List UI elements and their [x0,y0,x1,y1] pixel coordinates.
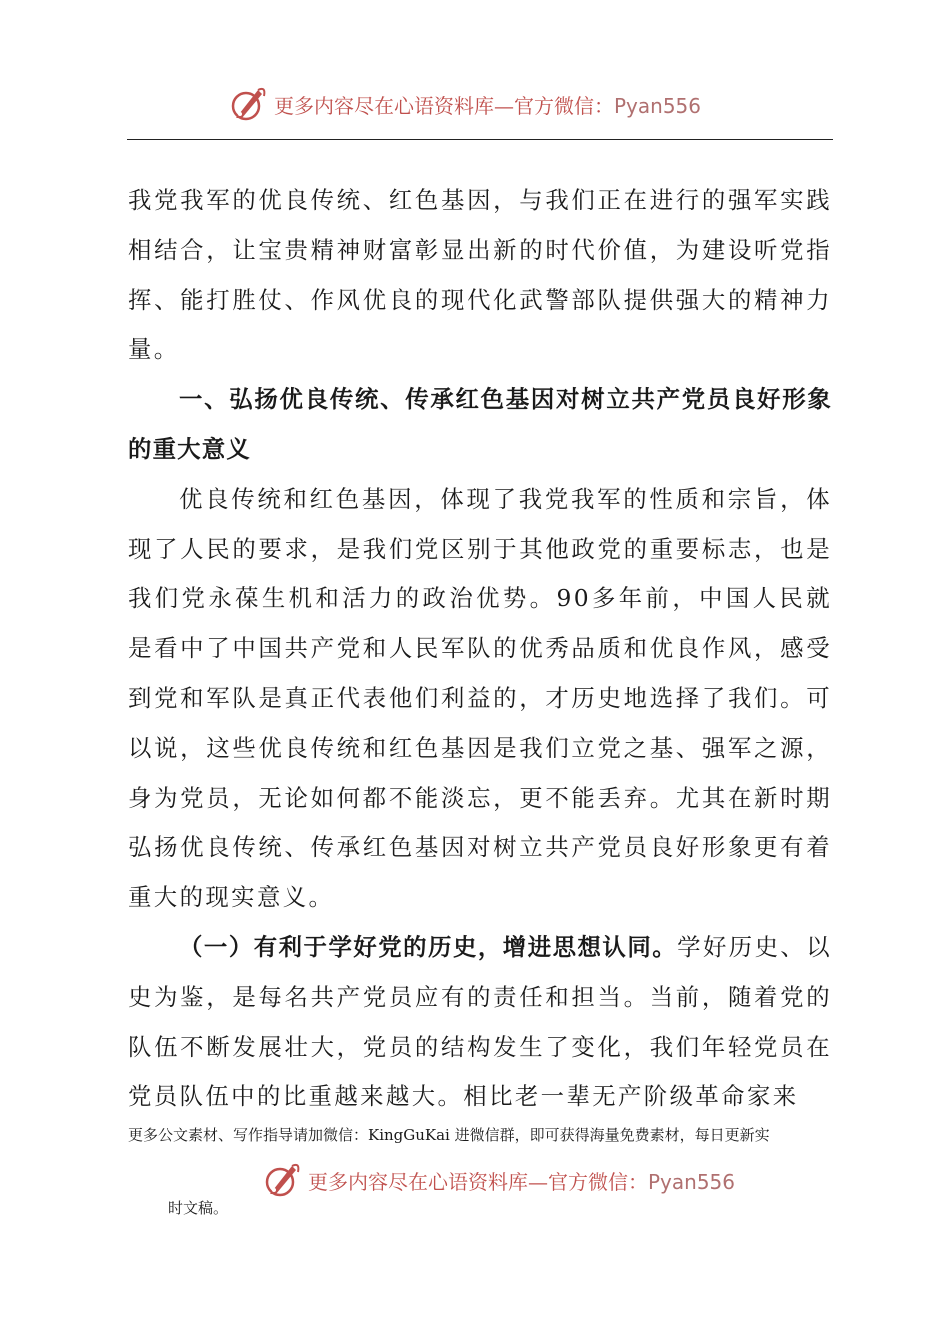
quill-pen-icon [228,84,268,124]
section-heading: 一、弘扬优良传统、传承红色基因对树立共产党员良好形象的重大意义 [128,385,832,463]
footer-note: 更多公文素材、写作指导请加微信：KingGuKai 进微信群，即可获得海量免费素材，每日更新实 [128,1126,770,1144]
banner-text: 更多内容尽在心语资料库—官方微信：Pyan556 [274,93,702,118]
document-body [128,176,832,1122]
subsection-paragraph [128,923,832,1122]
header-divider [127,139,833,140]
quill-pen-icon [262,1160,302,1200]
paragraph: 优良传统和红色基因，体现了我党我军的性质和宗旨，体现了人民的要求，是我们党区别于其他政党的重要标志，也是我们党永葆生机和活力的政治优势。90多年前，中国人民就是看中了中国共产党和人民军队的优秀品质和优良作风，感受到党和军队是真正代表他们利益的，才历史地选择了我们。可以说，这些优良传统和红色基因是我们立党之基、强军之源，身为党员，无论如何都不能淡忘，更不能丢弃。尤其在新时期弘扬优良传统、传承红色基因对树立共产党员良好形象更有着重大的现实意义。 [128,484,832,912]
header-banner [228,84,728,124]
footer-banner [262,1160,762,1200]
banner-text: 更多内容尽在心语资料库—官方微信：Pyan556 [308,1169,736,1194]
paragraph: 我党我军的优良传统、红色基因，与我们正在进行的强军实践相结合，让宝贵精神财富彰显出新的时代价值，为建设听党指挥、能打胜仗、作风优良的现代化武警部队提供强大的精神力量。 [128,186,832,364]
subsection-text: 学好历史、以史为鉴，是每名共产党员应有的责任和担当。当前，随着党的队伍不断发展壮大，党员的结构发生了变化，我们年轻党员在党员队伍中的比重越来越大。相比老一辈无产阶级革命家来 [128,932,833,1111]
subsection-lead: （一）有利于学好党的历史，增进思想认同。 [179,932,678,961]
footer-note-continued: 时文稿。 [168,1199,229,1217]
